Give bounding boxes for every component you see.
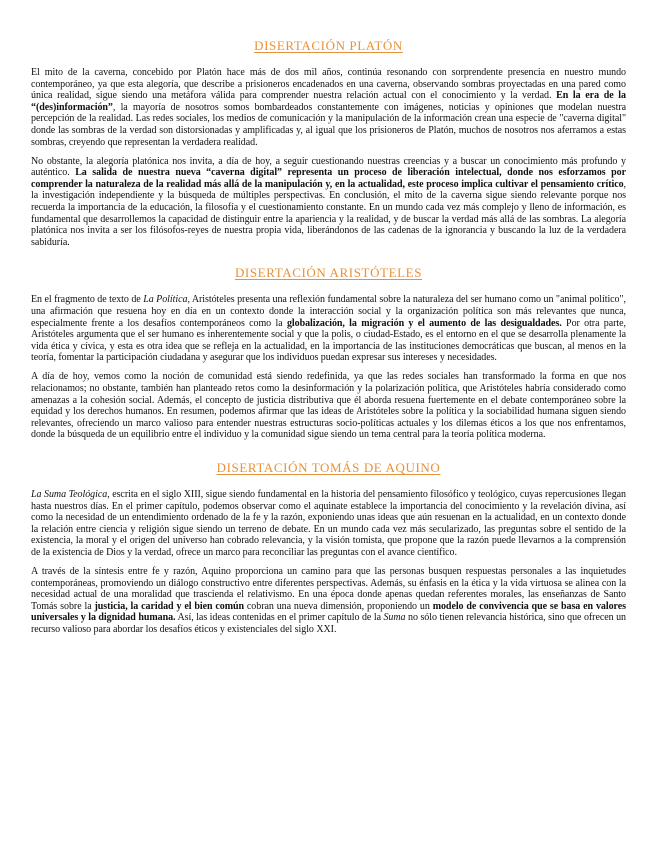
- text-run: , la investigación independiente y la búsqueda de múltiples perspectivas. En conclusión, el mito de la caverna sigue siendo relevante porque nos recuerda la importancia de la educación, la filosofía y el cuestionamiento constante. En un mundo cada vez más complejo y lleno de información, es fundamental que desarrollemos la capacidad de distinguir entre la apariencia y la realidad, y de buscar la verdad más allá de las sombras. La alegoría platónica nos invita a ser los filósofos-reyes de nuestra propia vida, liberándonos de las cadenas de la ignorancia y buscando la luz de la verdadera sabiduría.: [31, 178, 626, 248]
- bold-text-run: justicia, la caridad y el bien común: [94, 600, 245, 612]
- text-run: Así, las ideas contenidas en el primer capítulo de la: [175, 612, 384, 624]
- italic-text-run: Suma: [383, 612, 406, 624]
- bold-text-run: globalización, la migración y el aumento de las desigualdades.: [286, 317, 562, 329]
- section-aquino: [31, 460, 626, 636]
- paragraph: [31, 489, 626, 559]
- text-run: A través de la síntesis entre fe y razón, Aquino proporciona un camino para que las personas busquen respuestas personales a las inquietudes contemporáneas, promoviendo un diálogo constructivo entre diferentes perspectivas. Además, su énfasis en la ética y la vida virtuosa se alinea con la necesidad actual de una moralidad que trascienda el relativismo. En una época donde apenas quedan referentes morales, las enseñanzas de Santo Tomás sobre la: [31, 566, 626, 612]
- bold-text-run: En la era de la “(des)información”: [31, 90, 626, 113]
- text-run: , Aristóteles presenta una reflexión fundamental sobre la naturaleza del ser humano como un "animal político", una afirmación que resuena hoy en día en un contexto donde la interacción social y la organización política son más relevantes que nunca, especialmente frente a los desafíos contemporáneos como la: [31, 294, 626, 329]
- bold-text-run: La salida de nuestra nueva “caverna digital” representa un proceso de liberación intelectual, donde nos esforzamos por comprender la naturaleza de la realidad más allá de la manipulación y, en la actualidad, este proceso implica cultivar el pensamiento crítico: [31, 167, 626, 190]
- paragraph: [31, 294, 626, 364]
- text-run: El mito de la caverna, concebido por Platón hace más de dos mil años, continúa resonando con sorprendente presencia en nuestro mundo contemporáneo, ya que esta alegoría, que describe a prisioneros encadenados en una caverna, observando sombras proyectadas en una pared como única realidad, sigue siendo una metáfora válida para comprender nuestra relación actual con el conocimiento y la verdad.: [31, 67, 626, 102]
- paragraph: [31, 371, 626, 441]
- paragraph: [31, 566, 626, 636]
- text-run: , la mayoría de nosotros somos bombardeados constantemente con imágenes, noticias y opiniones que modelan nuestra percepción de la realidad. Las redes sociales, los medios de comunicación y la manipulación de la información crean una especie de "caverna digital" donde las sombras de la verdad son distorsionadas y amplificadas y, al igual que los prisioneros de Platón, muchos de nosotros nos aferramos a estas sombras, creyendo que representan la verdadera realidad.: [31, 101, 626, 148]
- text-run: Por otra parte, Aristóteles argumenta que el ser humano es inherentemente social y que la polis, o ciudad-Estado, es el entorno en el que se desarrolla plenamente la vida ética y cívica, y esta es otra idea que se refleja en la actualidad, en la importancia de las instituciones democráticas que buscan, al menos en la teoría, fomentar la participación ciudadana y asegurar que los individuos puedan expresar sus intereses y necesidades.: [31, 317, 626, 364]
- text-run: no sólo tienen relevancia histórica, sino que ofrecen un recurso valioso para abordar los desafíos éticos y existenciales del siglo XXI.: [31, 612, 626, 636]
- paragraph: [31, 156, 626, 249]
- section-title-aristoteles: DISERTACIÓN ARISTÓTELES: [234, 265, 423, 281]
- section-platon: [31, 38, 626, 248]
- text-run: A día de hoy, vemos como la noción de comunidad está siendo redefinida, ya que las redes sociales han transformado la forma en que nos relacionamos; no obstante, también han planteado retos como la desinformación y la polarización política, que Aristóteles habría considerado como amenazas a la cohesión social. Además, el concepto de justicia distributiva que él aborda resuena fuertemente en el debate contemporáneo sobre la equidad y los derechos humanos. En resumen, podemos afirmar que las ideas de Aristóteles sobre la política y la sociabilidad humana siguen siendo relevantes, ofreciendo un marco valioso para entender nuestras estructuras socio-políticas actuales y los dilemas éticos a los que nos enfrentamos, donde la búsqueda de un equilibrio entre el individuo y la comunidad sigue siendo un tema central para la teoría política moderna.: [31, 371, 626, 441]
- text-run: No obstante, la alegoría platónica nos invita, a día de hoy, a seguir cuestionando nuestras creencias y a buscar un conocimiento más profundo y auténtico.: [31, 155, 626, 179]
- section-title-platon: DISERTACIÓN PLATÓN: [254, 38, 403, 53]
- italic-text-run: La Política: [143, 294, 188, 306]
- text-run: cobran una nueva dimensión, proponiendo un: [244, 600, 433, 612]
- paragraph: [31, 67, 626, 148]
- bold-text-run: modelo de convivencia que se basa en valores universales y la dignidad humana.: [31, 600, 626, 624]
- italic-text-run: La Suma Teológica: [31, 489, 108, 501]
- text-run: En el fragmento de texto de: [31, 294, 144, 306]
- section-title-aquino: DISERTACIÓN TOMÁS DE AQUINO: [216, 460, 441, 476]
- section-aristoteles: [31, 265, 626, 441]
- text-run: , escrita en el siglo XIII, sigue siendo fundamental en la historia del pensamiento filosófico y teológico, cuyas repercusiones llegan hasta nuestros días. En el primer capítulo, podemos observar como el aquinate establece la importancia del conocimiento y la revelación divina, así como la necesidad de un entendimiento ordenado de la fe y la razón, exponiendo unas ideas que aún resuenan en la actualidad, en un contexto donde la relación entre ciencia y religión sigue siendo un terreno de debate. En un mundo cada vez más secularizado, las preguntas sobre el sentido de la existencia, la moral y el origen del universo han cobrado relevancia, y la visión tomista, que propone que la razón puede llevarnos a la comprensión de la existencia de Dios y la verdad, ofrece un marco para reconciliar las preguntas con el avance científico.: [31, 489, 626, 558]
